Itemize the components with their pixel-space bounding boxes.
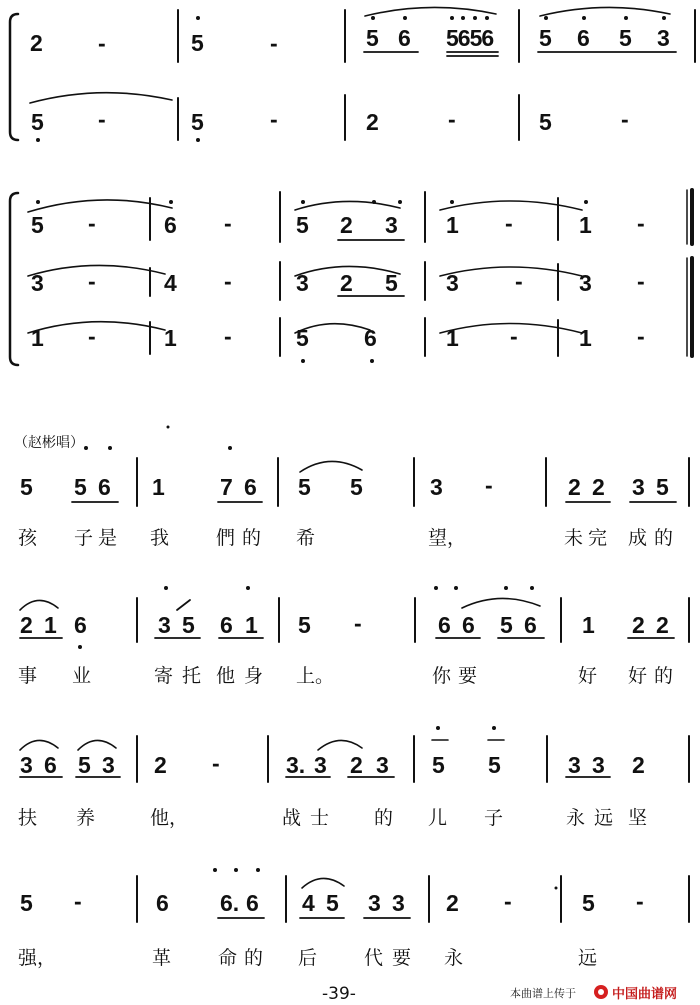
note: 3	[20, 752, 33, 778]
lyric: 他	[216, 665, 236, 687]
note: 6	[398, 25, 411, 51]
note: 5	[432, 752, 445, 778]
lyric: 子	[74, 527, 94, 549]
note: 2	[366, 109, 379, 135]
note: 6	[438, 612, 451, 638]
lyric: 的	[374, 807, 394, 829]
lyric: 我	[150, 527, 170, 549]
note-dash: -	[224, 210, 232, 236]
note: 2	[632, 612, 645, 638]
note-dash: -	[88, 268, 96, 294]
note: 3	[446, 270, 459, 296]
note: 1	[579, 325, 592, 351]
note: 3	[102, 752, 115, 778]
lyric: 寄	[154, 665, 174, 687]
note: 3	[568, 752, 581, 778]
note: 5	[619, 25, 632, 51]
note: 1	[152, 474, 165, 500]
note: 3.	[286, 752, 306, 778]
note: 5	[182, 612, 195, 638]
note: 1	[44, 612, 57, 638]
lyric: 儿	[428, 807, 448, 829]
note-dash: -	[510, 323, 518, 349]
note-dash: -	[270, 30, 278, 56]
note: 1	[245, 612, 258, 638]
page-number: -39-	[322, 984, 356, 1004]
lyric: 扶	[18, 807, 38, 829]
site-logo-icon	[592, 984, 610, 1000]
lyric: 养	[76, 807, 96, 829]
note: 6	[246, 890, 259, 916]
note-dash: -	[224, 323, 232, 349]
note-dash: -	[637, 323, 645, 349]
lyric: 們	[216, 527, 236, 549]
note-group: 5656	[446, 25, 494, 51]
note: 2	[592, 474, 605, 500]
lyric: 后	[298, 947, 318, 969]
lyric: 成	[628, 527, 648, 549]
lyric: 望，	[428, 527, 467, 549]
note: 5	[20, 474, 33, 500]
lyric: 强，	[18, 947, 57, 969]
note-dash: -	[224, 268, 232, 294]
lyric: 子	[484, 807, 504, 829]
lyric: 业	[72, 665, 92, 687]
note-dash: -	[621, 106, 629, 132]
lyric: 要	[392, 947, 412, 969]
note: 2	[632, 752, 645, 778]
lyric: 好	[578, 665, 598, 687]
note-dash: -	[354, 610, 362, 636]
note-dash: -	[74, 888, 82, 914]
note: 3	[430, 474, 443, 500]
lyric: 完	[588, 527, 608, 549]
lyric: 远	[578, 947, 598, 969]
note: 6	[44, 752, 57, 778]
note: 2	[568, 474, 581, 500]
lyric: 战	[282, 807, 302, 829]
note: 6	[364, 325, 377, 351]
note-dash: -	[88, 210, 96, 236]
note-dash: -	[485, 472, 493, 498]
note: 3	[579, 270, 592, 296]
note: 5	[78, 752, 91, 778]
note-dash: -	[515, 268, 523, 294]
lyric: 托	[182, 665, 202, 687]
lyric: 身	[244, 665, 264, 687]
watermark-site: 中国曲谱网	[612, 987, 678, 1002]
note: 5	[350, 474, 363, 500]
lyric: 永	[566, 807, 586, 829]
lyric: 坚	[628, 807, 648, 829]
note: 5	[31, 212, 44, 238]
note: 5	[296, 212, 309, 238]
note: 3	[31, 270, 44, 296]
lyric: 事	[18, 665, 38, 687]
lyric: 的	[242, 527, 262, 549]
note: 2	[340, 212, 353, 238]
lyric: 的	[654, 527, 674, 549]
note: 6	[74, 612, 87, 638]
note: 3	[632, 474, 645, 500]
note: 3	[314, 752, 327, 778]
note-dash: -	[88, 323, 96, 349]
note: 2	[350, 752, 363, 778]
lyric: 希	[296, 527, 316, 549]
note: 4	[164, 270, 177, 296]
note: 1	[582, 612, 595, 638]
note: 3	[376, 752, 389, 778]
watermark-text: 本曲谱上传于	[510, 987, 576, 1000]
note: 6	[98, 474, 111, 500]
note: 5	[74, 474, 87, 500]
lyric: 好	[628, 665, 648, 687]
note-dash: -	[212, 750, 220, 776]
note: 6	[156, 890, 169, 916]
note-dash: -	[504, 888, 512, 914]
lyric: 孩	[18, 527, 38, 549]
note: 5	[20, 890, 33, 916]
lyric: 要	[458, 665, 478, 687]
note: 6	[524, 612, 537, 638]
note-dash: -	[505, 210, 513, 236]
note-dash: -	[448, 106, 456, 132]
note: 6.	[220, 890, 240, 916]
note: 5	[191, 30, 204, 56]
note-dash: -	[636, 888, 644, 914]
note-dash: -	[270, 106, 278, 132]
note: 1	[446, 325, 459, 351]
note: 3	[657, 25, 670, 51]
note: 3	[158, 612, 171, 638]
note: 1	[579, 212, 592, 238]
lyric: 命	[218, 947, 238, 969]
note: 6	[577, 25, 590, 51]
singer-label: （赵彬唱）	[14, 435, 84, 451]
note: 2	[340, 270, 353, 296]
note: 3	[368, 890, 381, 916]
lyric: 是	[98, 527, 118, 549]
note: 5	[298, 612, 311, 638]
note: 5	[298, 474, 311, 500]
note: 1	[164, 325, 177, 351]
note-dash: -	[637, 210, 645, 236]
note: 2	[154, 752, 167, 778]
note: 3	[392, 890, 405, 916]
note: 4	[302, 890, 315, 916]
note-dash: -	[98, 30, 106, 56]
note: 2	[446, 890, 459, 916]
note: 5	[31, 109, 44, 135]
note: 5	[366, 25, 379, 51]
lyric: 上。	[296, 665, 335, 687]
note: 5	[500, 612, 513, 638]
lyric: 未	[564, 527, 584, 549]
note: 1	[446, 212, 459, 238]
note: 5	[385, 270, 398, 296]
note: 1	[31, 325, 44, 351]
note: 7	[220, 474, 233, 500]
note: 3	[296, 270, 309, 296]
note: 5	[191, 109, 204, 135]
note: 5	[539, 25, 552, 51]
lyric: 的	[244, 947, 264, 969]
lyric: 的	[654, 665, 674, 687]
note: 6	[164, 212, 177, 238]
note: 5	[488, 752, 501, 778]
lyric: 你	[432, 665, 452, 687]
lyric: 他，	[150, 807, 189, 829]
lyric: 革	[152, 947, 172, 969]
note: 6	[220, 612, 233, 638]
note: 2	[30, 30, 43, 56]
note: 5	[326, 890, 339, 916]
lyric: 永	[444, 947, 464, 969]
note: 6	[244, 474, 257, 500]
note: 5	[656, 474, 669, 500]
note: 5	[296, 325, 309, 351]
lyric: 代	[364, 947, 384, 969]
note: 2	[656, 612, 669, 638]
note: 5	[582, 890, 595, 916]
note-dash: -	[98, 106, 106, 132]
lyric: 士	[310, 807, 330, 829]
note: 2	[20, 612, 33, 638]
note-dash: -	[637, 268, 645, 294]
note: 3	[385, 212, 398, 238]
note: 3	[592, 752, 605, 778]
note: 5	[539, 109, 552, 135]
lyric: 远	[594, 807, 614, 829]
note: 6	[462, 612, 475, 638]
